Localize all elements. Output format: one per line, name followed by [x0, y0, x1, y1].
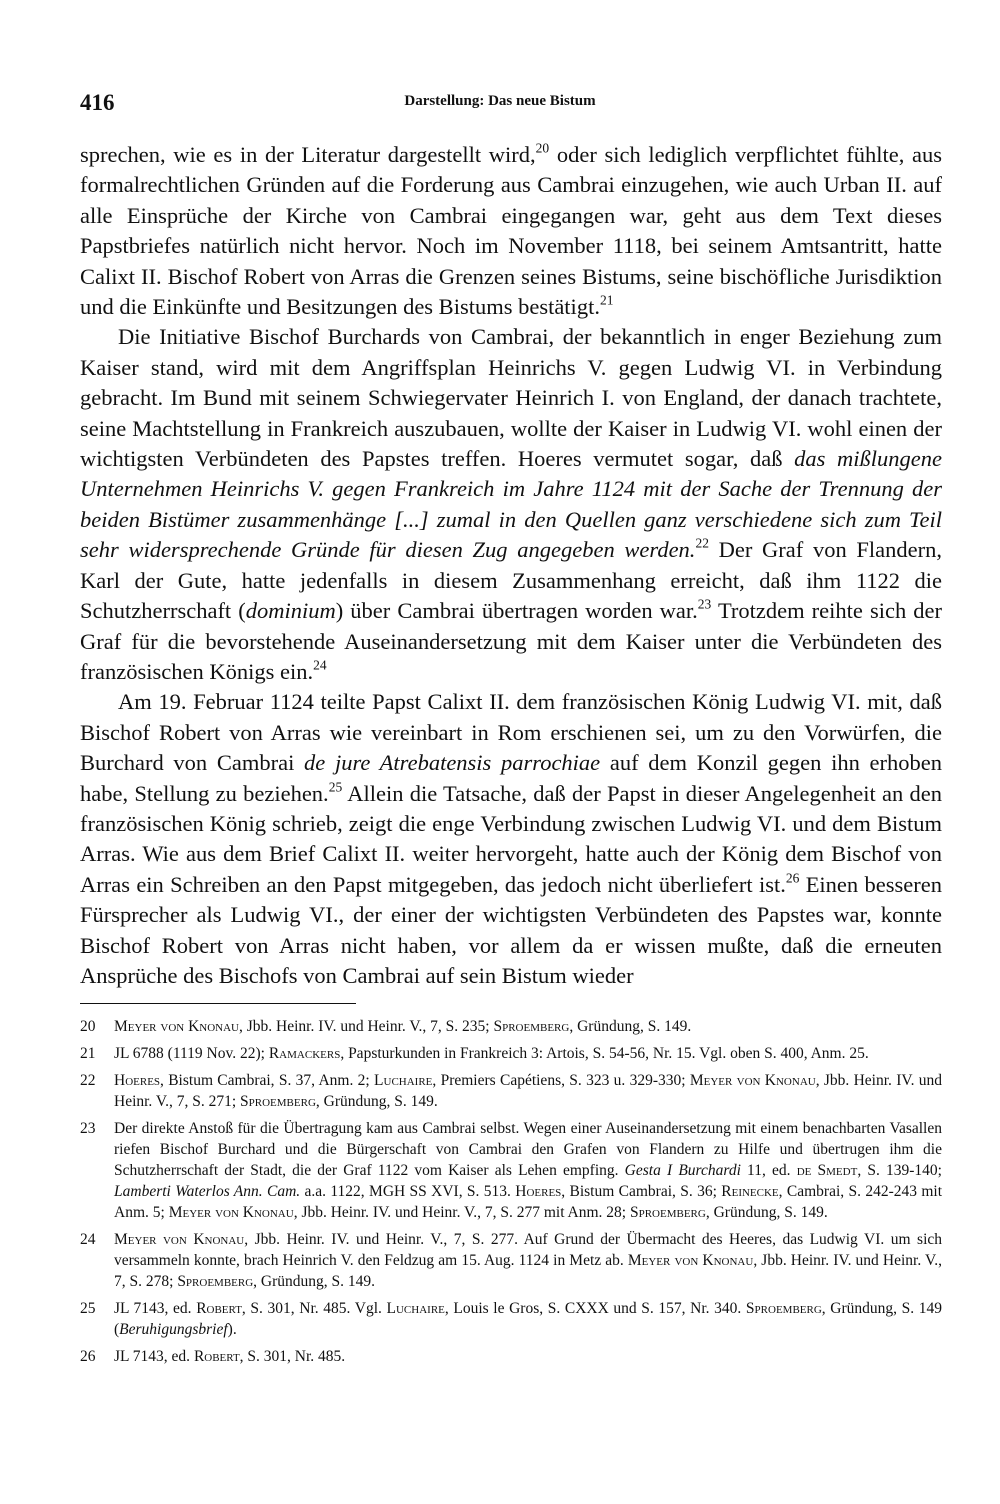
footnote-text — [114, 1229, 942, 1292]
paragraph-2 — [80, 322, 942, 687]
text-run: auf dem Konzil gegen ihn erhoben habe, Stellung zu beziehen. — [80, 750, 942, 806]
author-name: Hoeres — [515, 1183, 562, 1200]
author-name: Meyer von Knonau — [168, 1204, 294, 1221]
author-name: Luchaire — [386, 1300, 445, 1317]
page-number: 416 — [80, 90, 115, 115]
main-text — [80, 140, 942, 991]
footnote-26 — [80, 1346, 942, 1367]
footnote-text — [114, 1070, 942, 1112]
text-run: , Jbb. Heinr. IV. und Heinr. V., 7, S. 277. Auf Grund der Übermacht des Heeres, das Ludwig VI. um sich versammeln konnte, brach Heinrich V. den Feldzug am 15. Aug. 1124 in Metz ab. — [114, 1231, 943, 1269]
latin-phrase: de jure Atrebatensis parrochiae — [304, 750, 601, 776]
footnote-ref-25[interactable]: 25 — [328, 779, 343, 795]
author-name: Robert — [193, 1348, 240, 1365]
text-run: , S. 301, Nr. 485. Vgl. — [241, 1300, 387, 1317]
text-run: ) über Cambrai übertragen worden war. — [335, 598, 698, 624]
footnotes — [80, 1016, 942, 1373]
footnote-text — [114, 1016, 942, 1037]
text-run: 11, ed. — [740, 1162, 797, 1179]
footnote-text — [114, 1298, 942, 1340]
author-name: Sproemberg — [240, 1093, 316, 1110]
author-name: Sproemberg — [493, 1018, 570, 1035]
text-run: , Louis le Gros, S. CXXX und S. 157, Nr. 340. — [444, 1300, 746, 1317]
footnote-20 — [80, 1016, 942, 1037]
text-run: ). — [227, 1321, 237, 1338]
text-run: , Bistum Cambrai, S. 37, Anm. 2; — [160, 1072, 375, 1089]
text-run: Die Initiative Bischof Burchards von Cambrai, der bekanntlich in enger Beziehung zum Kaiser stand, wird mit dem Angriffsplan Heinrichs V. gegen Ludwig VI. in Verbindung gebracht. Im Bund mit seinem Schwiegervater Heinrich I. von England, der danach trachtete, seine Machtstellung in Frankreich auszubauen, wollte der Kaiser in Ludwig VI. wohl einen der wichtigsten Verbündeten des Papstes treffen. Hoeres vermutet sogar, daß — [80, 324, 942, 472]
text-run: , Gründung, S. 149. — [705, 1204, 828, 1221]
latin-term: dominium — [245, 598, 336, 624]
text-run: oder sich lediglich verpflichtet fühlte, aus formalrechtlichen Gründen auf die Forderung aus Cambrai einzugehen, wie auch Urban II. auf alle Einsprüche der Kirche von Cambrai eingegangen war, geht aus dem Text dieses Papstbriefes natürlich nicht hervor. Noch im November 1118, bei seinem Amtsantritt, hatte Calixt II. Bischof Robert von Arras die Grenzen seines Bistums, seine bischöfliche Jurisdiktion und die Einkünfte und Besitzungen des Bistums bestätigt. — [80, 142, 942, 320]
text-run: , S. 139-140; — [857, 1162, 942, 1179]
source-title: Lamberti Waterlos Ann. Cam. — [114, 1183, 301, 1200]
footnote-ref-24[interactable]: 24 — [313, 657, 327, 673]
text-run: , Jbb. Heinr. IV. und Heinr. V., 7, S. 235; — [239, 1018, 494, 1035]
text-run: JL 7143, ed. — [114, 1300, 197, 1317]
text-run: Der Graf von Flandern, Karl der Gute, hatte jedenfalls in diesem Zusammenhang erreicht, daß ihm 1122 die Schutzherrschaft ( — [80, 537, 942, 624]
text-run: , Gründung, S. 149. — [315, 1093, 438, 1110]
footnote-text — [114, 1346, 942, 1367]
author-name: de Smedt — [796, 1162, 858, 1179]
author-name: Sproemberg — [177, 1273, 254, 1290]
footnote-ref-20[interactable]: 20 — [535, 140, 550, 156]
text-run: Am 19. Februar 1124 teilte Papst Calixt II. dem französischen König Ludwig VI. mit, daß Bischof Robert von Arras wie vereinbart in Rom erschienen sei, um zu den Vorwürfen, die Burchard von Cambrai — [80, 689, 942, 776]
author-name: Ramackers — [268, 1045, 341, 1062]
author-name: Meyer von Knonau — [114, 1018, 239, 1035]
source-note: Beruhigungsbrief — [119, 1321, 228, 1338]
author-name: Luchaire — [374, 1072, 433, 1089]
text-run: Allein die Tatsache, daß der Papst in dieser Angelegenheit an den französischen König schrieb, zeigt die enge Verbindung zwischen Ludwig VI. und dem Bistum Arras. Wie aus dem Brief Calixt II. weiter hervorgeht, hatte auch der König dem Bischof von Arras ein Schreiben an den Papst mitgegeben, das jedoch nicht überliefert ist. — [80, 780, 942, 897]
text-run: sprechen, wie es in der Literatur dargestellt wird, — [80, 142, 536, 167]
text-run: , Premiers Capétiens, S. 323 u. 329-330; — [432, 1072, 690, 1089]
footnote-21 — [80, 1043, 942, 1064]
text-run: , Gründung, S. 149 ( — [114, 1300, 943, 1338]
source-title: Gesta I Burchardi — [624, 1162, 741, 1179]
footnote-text — [114, 1118, 942, 1223]
footnote-text — [114, 1043, 942, 1064]
footnote-25 — [80, 1298, 942, 1340]
author-name: Robert — [196, 1300, 242, 1317]
text-run: Einen besseren Fürsprecher als Ludwig VI., der einer der wichtigsten Verbündeten des Papstes war, konnte Bischof Robert von Arras nicht haben, vor allem da er wissen mußte, daß die erneuten Ansprüche des Bischofs von Cambrai auf sein Bistum wieder — [80, 871, 942, 988]
paragraph-3 — [80, 687, 942, 991]
text-run: , Bistum Cambrai, S. 36; — [561, 1183, 722, 1200]
text-run: , Papsturkunden in Frankreich 3: Artois, S. 54-56, Nr. 15. Vgl. oben S. 400, Anm. 25. — [340, 1045, 869, 1062]
footnote-24 — [80, 1229, 942, 1292]
quotation-italic: das mißlungene Unternehmen Heinrichs V. gegen Frankreich im Jahre 1124 mit der Sache der Trennung der beiden Bistümer zusammenhänge [...] zumal in den Quellen ganz verschiedene sich zum Teil sehr widersprechende Gründe für diesen Zug angegeben werden. — [80, 446, 942, 563]
text-run: , Jbb. Heinr. IV. und Heinr. V., 7, S. 277 mit Anm. 28; — [293, 1204, 630, 1221]
text-run: , Jbb. Heinr. IV. und Heinr. V., 7, S. 271; — [114, 1072, 943, 1110]
text-run: JL 6788 (1119 Nov. 22); — [114, 1045, 269, 1062]
footnote-number: 23 — [80, 1120, 96, 1137]
footnote-ref-22[interactable]: 22 — [695, 535, 709, 551]
footnote-number: 21 — [80, 1045, 96, 1062]
author-name: Meyer von Knonau — [689, 1072, 816, 1089]
author-name: Meyer von Knonau — [114, 1231, 245, 1248]
text-run: , Gründung, S. 149. — [253, 1273, 376, 1290]
footnote-23 — [80, 1118, 942, 1223]
author-name: Hoeres — [114, 1072, 161, 1089]
footnote-number: 22 — [80, 1072, 96, 1089]
paragraph-1 — [80, 140, 942, 322]
text-run: Trotzdem reihte sich der Graf für die bevorstehende Auseinandersetzung mit dem Kaiser unter die Verbündeten des französischen Königs ein. — [80, 598, 942, 684]
footnote-ref-21[interactable]: 21 — [599, 292, 614, 308]
text-run: , Gründung, S. 149. — [569, 1018, 692, 1035]
footnote-ref-26[interactable]: 26 — [785, 870, 800, 886]
footnote-number: 24 — [80, 1231, 96, 1248]
footnote-number: 20 — [80, 1018, 96, 1035]
text-run: , Cambrai, S. 242-243 mit Anm. 5; — [114, 1183, 943, 1221]
author-name: Sproemberg — [745, 1300, 822, 1317]
text-run: JL 7143, ed. — [114, 1348, 194, 1365]
text-run: a.a. 1122, MGH SS XVI, S. 513. — [300, 1183, 516, 1200]
text-run: , S. 301, Nr. 485. — [239, 1348, 346, 1365]
author-name: Sproemberg — [629, 1204, 706, 1221]
footnote-ref-23[interactable]: 23 — [697, 596, 712, 612]
footnote-number: 25 — [80, 1300, 96, 1317]
author-name: Reinecke — [721, 1183, 779, 1200]
text-run: , Jbb. Heinr. IV. und Heinr. V., 7, S. 278; — [114, 1252, 942, 1290]
text-run: Der direkte Anstoß für die Übertragung kam aus Cambrai selbst. Wegen einer Auseinandersetzung mit einem benachbarten Vasallen riefen Bischof Burchard und die Bürgerschaft von Cambrai den Grafen von Flandern zu Hilfe und übertrugen ihm die Schutzherrschaft der Stadt, die der Graf 1122 vom Kaiser als Lehen empfing. — [114, 1120, 942, 1179]
author-name: Meyer von Knonau — [627, 1252, 754, 1269]
footnote-divider — [80, 1003, 356, 1004]
running-head: Darstellung: Das neue Bistum — [404, 93, 596, 109]
footnote-number: 26 — [80, 1348, 96, 1365]
footnote-22 — [80, 1070, 942, 1112]
